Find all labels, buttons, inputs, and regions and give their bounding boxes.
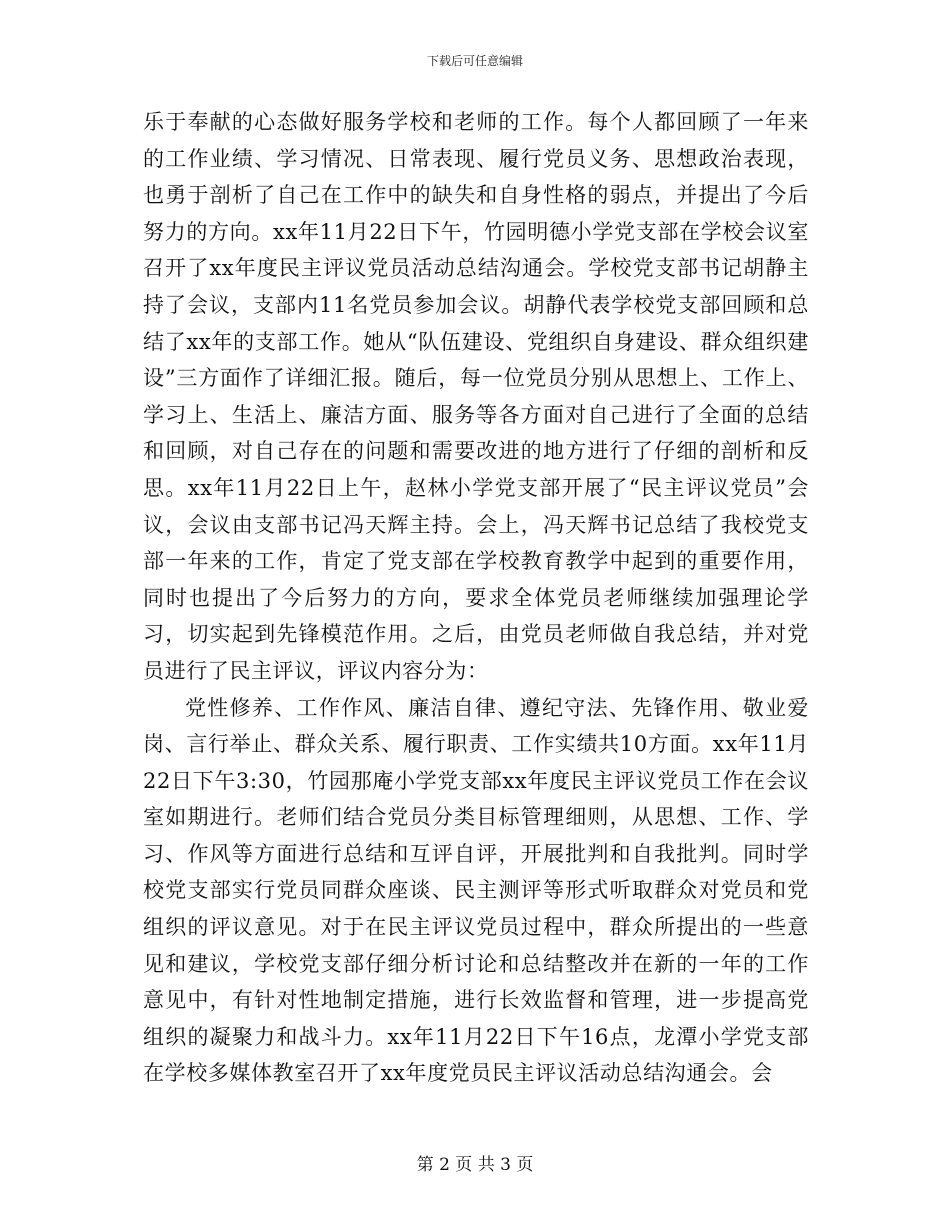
page-number-footer: 第 2 页 共 3 页	[416, 1155, 534, 1175]
body-paragraph: 乐于奉献的心态做好服务学校和老师的工作。每个人都回顾了一年来的工作业绩、学习情况、日常表现、履行党员义务、思想政治表现，也勇于剖析了自己在工作中的缺失和自身性格的弱点，并提出了今后努力的方向。xx年11月22日下午，竹园明德小学党支部在学校会议室召开了xx年度民主评议党员活动总结沟通会。学校党支部书记胡静主持了会议，支部内11名党员参加会议。胡静代表学校党支部回顾和总结了xx年的支部工作。她从“队伍建设、党组织自身建设、群众组织建设”三方面作了详细汇报。随后，每一位党员分别从思想上、工作上、学习上、生活上、廉洁方面、服务等各方面对自己进行了全面的总结和回顾，对自己存在的问题和需要改进的地方进行了仔细的剖析和反思。xx年11月22日上午，赵林小学党支部开展了“民主评议党员”会议，会议由支部书记冯天辉主持。会上，冯天辉书记总结了我校党支部一年来的工作，肯定了党支部在学校教育教学中起到的重要作用，同时也提出了今后努力的方向，要求全体党员老师继续加强理论学习，切实起到先锋模范作用。之后，由党员老师做自我总结，并对党员进行了民主评议，评议内容分为：	[143, 110, 809, 683]
body-paragraph: 党性修养、工作作风、廉洁自律、遵纪守法、先锋作用、敬业爱岗、言行举止、群众关系、履行职责、工作实绩共10方面。xx年11月22日下午3:30，竹园那庵小学党支部xx年度民主评议党员工作在会议室如期进行。老师们结合党员分类目标管理细则，从思想、工作、学习、作风等方面进行总结和互评自评，开展批判和自我批判。同时学校党支部实行党员同群众座谈、民主测评等形式听取群众对党员和党组织的评议意见。对于在民主评议党员过程中，群众所提出的一些意见和建议，学校党支部仔细分析讨论和总结整改并在新的一年的工作意见中，有针对性地制定措施，进行长效监督和管理，进一步提高党组织的凝聚力和战斗力。xx年11月22日下午16点，龙潭小学党支部在学校多媒体教室召开了xx年度党员民主评议活动总结沟通会。会	[143, 695, 809, 1086]
page-header: 下载后可任意编辑	[426, 54, 523, 68]
document-body	[143, 104, 809, 1092]
